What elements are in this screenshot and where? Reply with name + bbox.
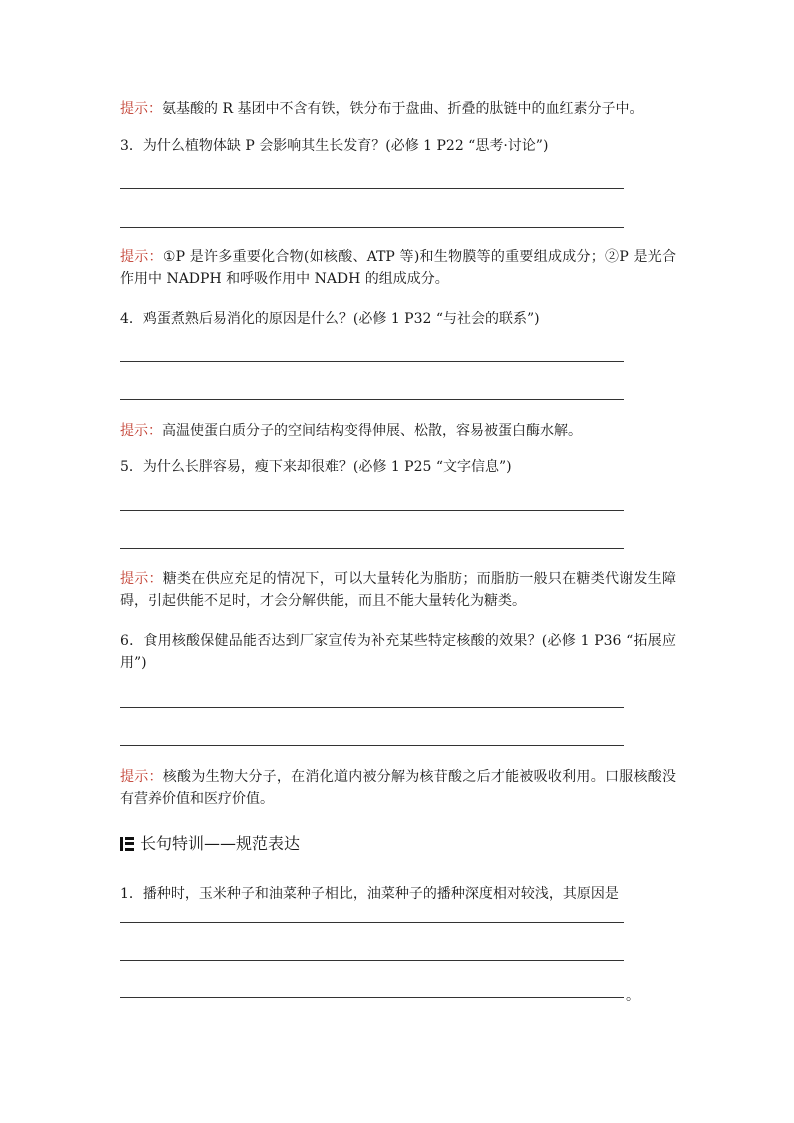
question-4: 4．鸡蛋煮熟后易消化的原因是什么？(必修 1 P32 “与社会的联系”) xyxy=(120,311,540,327)
section-title: 长句特训——规范表达 xyxy=(140,834,301,853)
answer-line[interactable] xyxy=(120,745,624,746)
hint-label: 提示： xyxy=(120,249,163,265)
hint-label: 提示： xyxy=(120,769,163,785)
answer-line[interactable] xyxy=(120,960,624,961)
question-6: 6．食用核酸保健品能否达到厂家宣传为补充某些特定核酸的效果？(必修 1 P36 “拓展应用”) xyxy=(120,633,676,671)
answer-line[interactable] xyxy=(120,548,624,549)
question-5: 5．为什么长胖容易，瘦下来却很难？(必修 1 P25 “文字信息”) xyxy=(120,459,512,475)
question-3: 3．为什么植物体缺 P 会影响其生长发育？(必修 1 P22 “思考·讨论”) xyxy=(120,138,549,154)
hint-text: 高温使蛋白质分子的空间结构变得伸展、松散，容易被蛋白酶水解。 xyxy=(162,423,582,439)
hint-5 xyxy=(120,568,676,612)
section-heading xyxy=(120,834,300,854)
answer-line[interactable] xyxy=(120,361,624,362)
answer-line[interactable] xyxy=(120,510,624,511)
hint-label: 提示： xyxy=(120,101,162,117)
long-sentence-question-1: 1．播种时，玉米种子和油菜种子相比，油菜种子的播种深度相对较浅，其原因是 xyxy=(120,886,619,902)
hint-label: 提示： xyxy=(120,423,162,439)
list-heading-icon xyxy=(120,837,134,851)
hint-4 xyxy=(120,422,582,440)
end-period: 。 xyxy=(626,988,640,1004)
answer-line[interactable] xyxy=(120,922,624,923)
hint-text: 核酸为生物大分子，在消化道内被分解为核苷酸之后才能被吸收利用。口服核酸没有营养价值和医疗价值。 xyxy=(120,769,677,807)
hint-1 xyxy=(120,100,643,118)
hint-3 xyxy=(120,246,676,290)
answer-line[interactable] xyxy=(120,188,624,189)
hint-text: ①P 是许多重要化合物(如核酸、ATP 等)和生物膜等的重要组成成分；②P 是光合作用中 NADPH 和呼吸作用中 NADH 的组成成分。 xyxy=(120,249,676,287)
answer-line[interactable] xyxy=(120,707,624,708)
answer-line[interactable] xyxy=(120,997,624,998)
hint-text: 氨基酸的 R 基团中不含有铁，铁分布于盘曲、折叠的肽链中的血红素分子中。 xyxy=(162,101,644,117)
answer-line[interactable] xyxy=(120,399,624,400)
hint-text: 糖类在供应充足的情况下，可以大量转化为脂肪；而脂肪一般只在糖类代谢发生障碍，引起供能不足时，才会分解供能，而且不能大量转化为糖类。 xyxy=(120,571,677,609)
hint-6 xyxy=(120,766,676,810)
answer-line[interactable] xyxy=(120,227,624,228)
hint-label: 提示： xyxy=(120,571,163,587)
